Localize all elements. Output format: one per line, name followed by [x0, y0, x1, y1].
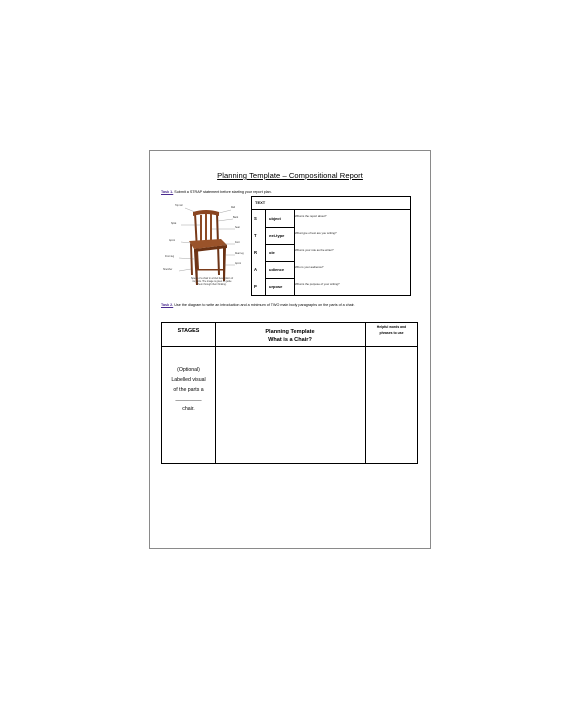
- stage-note-line: (Optional): [177, 367, 200, 373]
- strap-row-text-type: [252, 227, 410, 244]
- chair-label-foot: Foot: [235, 242, 240, 244]
- strap-row-audience: [252, 261, 410, 278]
- strap-letter: S: [254, 216, 257, 221]
- strap-letter: R: [254, 250, 258, 255]
- table-column-divider: [215, 323, 216, 463]
- stage-note-line: of the parts a: [173, 386, 204, 393]
- chair-label-apron-right: Apron: [235, 263, 242, 265]
- stage-note-blank: _________: [175, 396, 202, 403]
- strap-word: ext-type: [269, 233, 285, 238]
- chair-label-top-rail: Top rail: [175, 205, 183, 207]
- strap-question: What is the report about?: [295, 214, 327, 218]
- strap-table: [251, 196, 411, 296]
- planning-template-header: [215, 328, 365, 344]
- task-1-label: Task 1.: [161, 190, 174, 194]
- chair-caption: Speak of a chair in a brief description of its parts. The image is given to guide them through their thinking.: [191, 277, 233, 286]
- strap-word: udience: [269, 267, 285, 272]
- stage-note: [162, 366, 215, 415]
- task-2-instruction: [161, 301, 423, 309]
- chair-label-front-leg: Front leg: [165, 256, 175, 258]
- stages-header: STAGES: [177, 328, 200, 334]
- chair-label-back: Back: [233, 217, 239, 219]
- strap-word: urpose: [269, 284, 283, 289]
- helpful-words-header: [365, 325, 418, 336]
- chair-label-rear-leg: Rear leg: [235, 253, 244, 255]
- chair-label-splat: Splat: [171, 223, 177, 225]
- task-2-text: Use the diagram to write an introduction and a minimum of TWO main body paragraphs on the parts of a chair.: [173, 303, 355, 307]
- strap-row-role: [252, 244, 410, 261]
- strap-word: ole: [269, 250, 275, 255]
- helpful-words-line-1: Helpful words and: [376, 325, 407, 329]
- strap-question: What is the purpose of your writing?: [295, 282, 340, 286]
- planning-table: [161, 322, 418, 464]
- strap-letter: A: [254, 267, 258, 272]
- strap-question: What is your role as the writer?: [295, 248, 334, 252]
- strap-question: What type of text are you writing?: [295, 231, 337, 235]
- planning-template-heading: Planning Template: [265, 329, 315, 335]
- task-2-label: Task 2.: [161, 303, 174, 307]
- chair-label-apron-left: Apron: [169, 240, 176, 242]
- planning-template-question: What is a Chair?: [268, 337, 312, 343]
- stage-note-line: chair.: [182, 406, 195, 413]
- task-1-instruction: [161, 189, 272, 195]
- strap-header-label: TEXT: [255, 200, 266, 205]
- table-column-divider: [365, 323, 366, 463]
- chair-label-seat: Seat: [235, 227, 240, 229]
- strap-row-subject: [252, 210, 410, 227]
- helpful-words-line-2: phrases to use: [379, 330, 404, 335]
- chair-label-rail: Rail: [231, 207, 235, 209]
- strap-word: ubject: [269, 216, 281, 221]
- strap-row-purpose: [252, 278, 410, 295]
- stage-note-line: Labelled visual: [171, 376, 206, 383]
- document-page: [149, 150, 431, 549]
- chair-label-stretcher: Stretcher: [163, 269, 173, 271]
- strap-header: [252, 197, 410, 210]
- task-1-text: Submit a STRAP statement before starting your report plan.: [173, 190, 272, 194]
- strap-letter: P: [254, 284, 257, 289]
- strap-letter: T: [254, 233, 257, 238]
- table-header-divider: [162, 346, 417, 347]
- strap-question: Who is your audience?: [295, 265, 324, 269]
- page-title: Planning Template – Compositional Report: [217, 171, 363, 180]
